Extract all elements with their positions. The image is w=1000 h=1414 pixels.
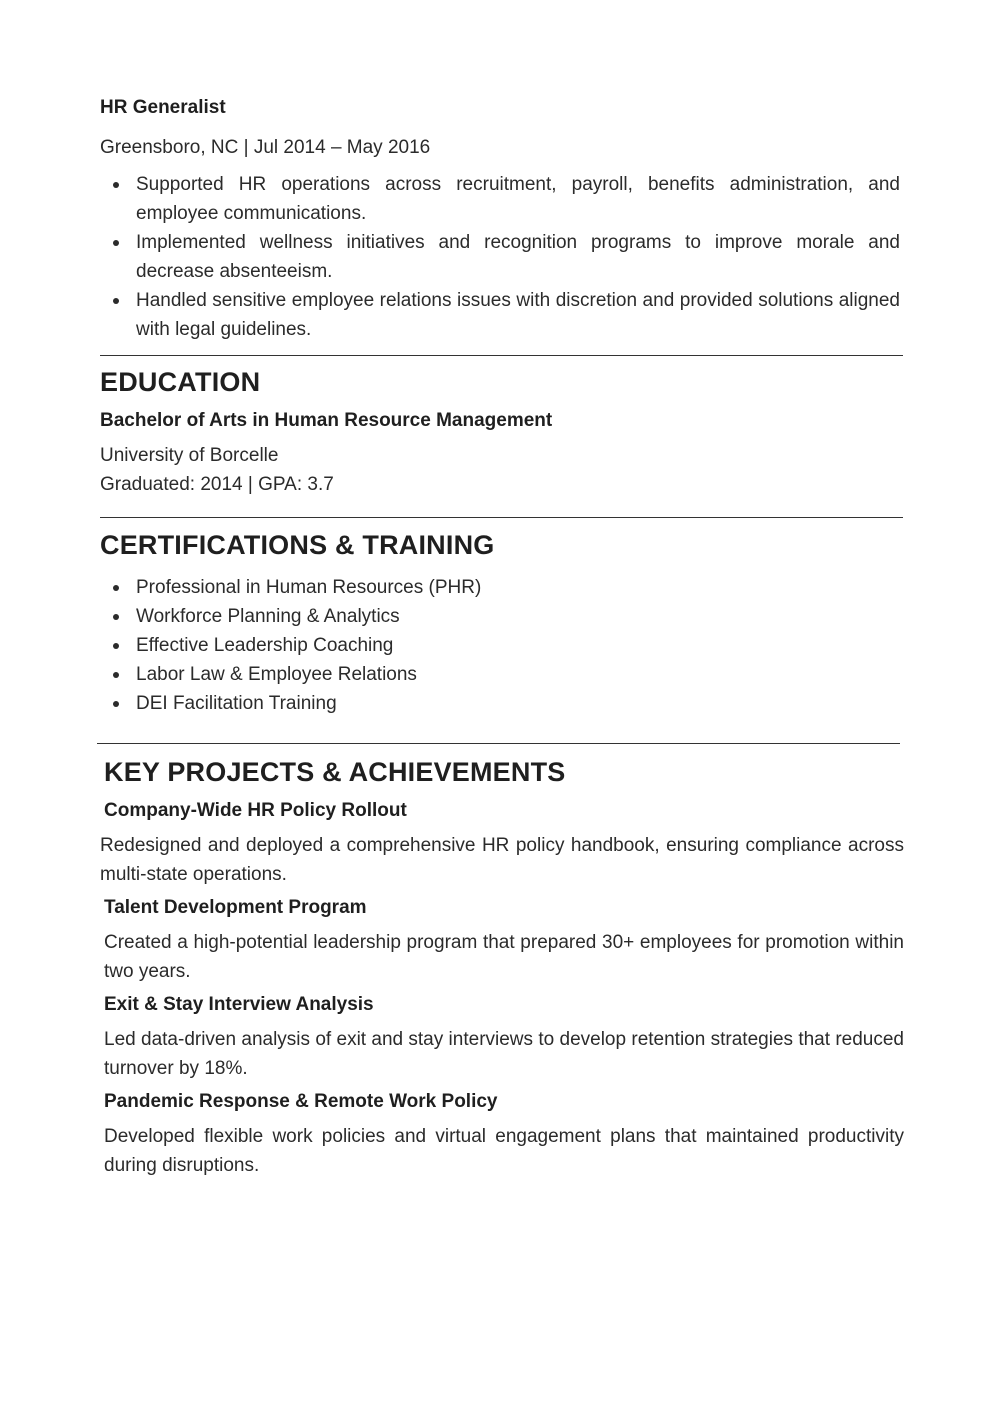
section-divider bbox=[100, 517, 903, 518]
bullet-icon bbox=[113, 643, 119, 649]
projects-section bbox=[100, 757, 904, 1180]
list-item: DEI Facilitation Training bbox=[100, 689, 904, 718]
bullet-icon bbox=[113, 182, 119, 188]
education-details: Graduated: 2014 | GPA: 3.7 bbox=[100, 474, 334, 495]
list-item: Supported HR operations across recruitment, payroll, benefits administration, and employee communications. bbox=[100, 170, 904, 228]
bullet-icon bbox=[113, 701, 119, 707]
job-bullets bbox=[100, 170, 904, 344]
section-title-projects: KEY PROJECTS & ACHIEVEMENTS bbox=[104, 757, 566, 787]
section-divider bbox=[97, 743, 900, 744]
list-item: Handled sensitive employee relations issues with discretion and provided solutions aligned with legal guidelines. bbox=[100, 286, 904, 344]
bullet-icon bbox=[113, 298, 119, 304]
project-title: Talent Development Program bbox=[104, 897, 367, 918]
project-title: Exit & Stay Interview Analysis bbox=[104, 994, 374, 1015]
section-title-certifications: CERTIFICATIONS & TRAINING bbox=[100, 530, 495, 560]
list-item: Implemented wellness initiatives and recognition programs to improve morale and decrease absenteeism. bbox=[100, 228, 904, 286]
education-section bbox=[100, 367, 904, 499]
job-meta: Greensboro, NC | Jul 2014 – May 2016 bbox=[100, 137, 431, 158]
bullet-icon bbox=[113, 614, 119, 620]
list-item: Effective Leadership Coaching bbox=[100, 631, 904, 660]
project-title: Pandemic Response & Remote Work Policy bbox=[104, 1091, 498, 1112]
section-title-education: EDUCATION bbox=[100, 367, 261, 397]
degree-title: Bachelor of Arts in Human Resource Management bbox=[100, 410, 553, 431]
list-item: Workforce Planning & Analytics bbox=[100, 602, 904, 631]
project-description: Created a high-potential leadership program that prepared 30+ employees for promotion within two years. bbox=[104, 932, 904, 982]
list-item: Professional in Human Resources (PHR) bbox=[100, 573, 904, 602]
project-title: Company-Wide HR Policy Rollout bbox=[104, 800, 407, 821]
bullet-icon bbox=[113, 585, 119, 591]
certification-list bbox=[100, 573, 904, 718]
bullet-icon bbox=[113, 672, 119, 678]
project-description: Led data-driven analysis of exit and stay interviews to develop retention strategies that reduced turnover by 18%. bbox=[104, 1029, 904, 1079]
list-item: Labor Law & Employee Relations bbox=[100, 660, 904, 689]
school-name: University of Borcelle bbox=[100, 445, 279, 466]
certifications-section bbox=[100, 530, 904, 718]
experience-entry bbox=[100, 97, 904, 344]
job-title: HR Generalist bbox=[100, 97, 226, 118]
project-description: Developed flexible work policies and virtual engagement plans that maintained productivity during disruptions. bbox=[104, 1126, 904, 1176]
project-description: Redesigned and deployed a comprehensive HR policy handbook, ensuring compliance across multi-state operations. bbox=[100, 835, 904, 885]
bullet-icon bbox=[113, 240, 119, 246]
section-divider bbox=[100, 355, 903, 356]
